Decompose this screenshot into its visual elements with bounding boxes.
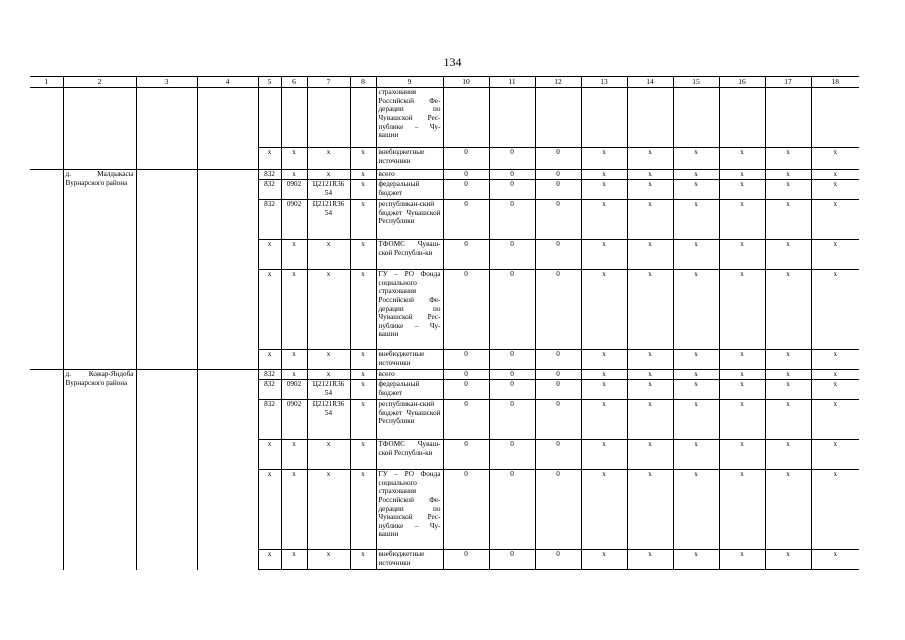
cell-col12: 0 [535, 148, 581, 170]
cell-col13: х [581, 350, 627, 370]
cell-col12: 0 [535, 440, 581, 470]
cell-col7: х [307, 370, 350, 380]
settlement-name: д. Малдыкасы Вурнарского района [63, 170, 136, 370]
cell-col11: 0 [489, 148, 535, 170]
cell-col9: всего [376, 370, 443, 380]
cell-col9: внебюджетные источники [376, 350, 443, 370]
cell-col6: х [281, 470, 307, 550]
cell-col17: х [765, 400, 811, 440]
cell-col17: х [765, 380, 811, 400]
column-header: 3 [136, 77, 197, 88]
cell-col18: х [811, 240, 859, 270]
cell-col2 [63, 88, 136, 170]
cell-col10: 0 [443, 180, 489, 200]
cell-col18 [811, 88, 859, 148]
cell-col14: х [627, 550, 673, 570]
cell-col13: х [581, 270, 627, 350]
cell-col10: 0 [443, 470, 489, 550]
cell-col17: х [765, 148, 811, 170]
cell-col4 [197, 370, 258, 570]
cell-col12: 0 [535, 400, 581, 440]
cell-col1 [30, 170, 63, 370]
cell-col14: х [627, 200, 673, 240]
cell-col9: республикан-ский бюджет Чувашской Республики [376, 400, 443, 440]
cell-col12: 0 [535, 350, 581, 370]
cell-col15: х [673, 380, 719, 400]
cell-col18: х [811, 180, 859, 200]
cell-col14: х [627, 270, 673, 350]
cell-col12: 0 [535, 180, 581, 200]
cell-col9: ГУ – РО Фонда социального страхования Российской Фе-дерации по Чувашской Рес-публике – Чу-вашии [376, 270, 443, 350]
cell-col16: х [719, 400, 765, 440]
column-header: 15 [673, 77, 719, 88]
cell-col15: х [673, 350, 719, 370]
cell-col9: ТФОМС Чуваш-ской Республи-ки [376, 440, 443, 470]
cell-col8: х [350, 180, 376, 200]
cell-col5: х [258, 440, 281, 470]
cell-col5: х [258, 270, 281, 350]
cell-col8: х [350, 240, 376, 270]
cell-col6: х [281, 370, 307, 380]
cell-col6 [281, 88, 307, 148]
cell-col8: х [350, 550, 376, 570]
cell-col5: х [258, 350, 281, 370]
cell-col3 [136, 370, 197, 570]
cell-col8 [350, 88, 376, 148]
cell-col1 [30, 88, 63, 170]
cell-col15: х [673, 148, 719, 170]
cell-col11: 0 [489, 350, 535, 370]
cell-col11: 0 [489, 550, 535, 570]
cell-col8: х [350, 170, 376, 180]
data-table [30, 76, 859, 570]
cell-col9: всего [376, 170, 443, 180]
cell-col15: х [673, 200, 719, 240]
column-header: 7 [307, 77, 350, 88]
cell-col14: х [627, 440, 673, 470]
cell-col12: 0 [535, 170, 581, 180]
cell-col15: х [673, 470, 719, 550]
cell-col5: 832 [258, 180, 281, 200]
cell-col14: х [627, 170, 673, 180]
cell-col18: х [811, 440, 859, 470]
cell-col12: 0 [535, 240, 581, 270]
cell-col11: 0 [489, 400, 535, 440]
cell-col14: х [627, 380, 673, 400]
cell-col18: х [811, 370, 859, 380]
column-header: 4 [197, 77, 258, 88]
cell-col13: х [581, 170, 627, 180]
cell-col18: х [811, 148, 859, 170]
cell-col17 [765, 88, 811, 148]
cell-col15: х [673, 400, 719, 440]
cell-col6: 0902 [281, 380, 307, 400]
cell-col18: х [811, 200, 859, 240]
cell-col11: 0 [489, 180, 535, 200]
cell-col12: 0 [535, 270, 581, 350]
cell-col4 [197, 170, 258, 370]
cell-col9: ГУ – РО Фонда социального страхования Российской Фе-дерации по Чувашской Рес-публике – Чу-вашии [376, 470, 443, 550]
table-row [30, 88, 859, 148]
cell-col10: 0 [443, 200, 489, 240]
cell-col5: х [258, 550, 281, 570]
cell-col6: 0902 [281, 400, 307, 440]
cell-col7: х [307, 440, 350, 470]
cell-col5: 832 [258, 170, 281, 180]
table-row [30, 170, 859, 180]
cell-col17: х [765, 180, 811, 200]
cell-col18: х [811, 170, 859, 180]
cell-col16: х [719, 240, 765, 270]
column-header: 16 [719, 77, 765, 88]
cell-col6: х [281, 240, 307, 270]
cell-col17: х [765, 550, 811, 570]
cell-col10: 0 [443, 170, 489, 180]
column-header: 10 [443, 77, 489, 88]
cell-col13: х [581, 148, 627, 170]
cell-col16 [719, 88, 765, 148]
cell-col1 [30, 370, 63, 570]
cell-col17: х [765, 370, 811, 380]
cell-col5: 832 [258, 370, 281, 380]
cell-col6: х [281, 440, 307, 470]
column-header: 18 [811, 77, 859, 88]
cell-col11: 0 [489, 380, 535, 400]
cell-col5 [258, 88, 281, 148]
cell-col10: 0 [443, 270, 489, 350]
cell-col7: х [307, 148, 350, 170]
cell-col14: х [627, 350, 673, 370]
cell-col7: х [307, 170, 350, 180]
cell-col8: х [350, 350, 376, 370]
cell-col9: федеральный бюджет [376, 380, 443, 400]
cell-col17: х [765, 270, 811, 350]
cell-col10: 0 [443, 240, 489, 270]
cell-col13: х [581, 440, 627, 470]
cell-col16: х [719, 440, 765, 470]
cell-col14: х [627, 400, 673, 440]
cell-col14: х [627, 180, 673, 200]
cell-col9: внебюджетные источники [376, 550, 443, 570]
cell-col17: х [765, 200, 811, 240]
cell-col7: х [307, 240, 350, 270]
cell-col11: 0 [489, 200, 535, 240]
cell-col10 [443, 88, 489, 148]
cell-col7: х [307, 270, 350, 350]
cell-col5: х [258, 148, 281, 170]
cell-col18: х [811, 400, 859, 440]
cell-col8: х [350, 440, 376, 470]
column-header: 6 [281, 77, 307, 88]
cell-col7: Ц2121R36 54 [307, 180, 350, 200]
column-header: 17 [765, 77, 811, 88]
cell-col8: х [350, 380, 376, 400]
cell-col10: 0 [443, 550, 489, 570]
cell-col7: х [307, 550, 350, 570]
column-header: 1 [30, 77, 63, 88]
cell-col13: х [581, 180, 627, 200]
cell-col13: х [581, 400, 627, 440]
cell-col13: х [581, 380, 627, 400]
column-header: 8 [350, 77, 376, 88]
cell-col12 [535, 88, 581, 148]
cell-col16: х [719, 270, 765, 350]
cell-col13: х [581, 470, 627, 550]
cell-col16: х [719, 380, 765, 400]
cell-col16: х [719, 180, 765, 200]
cell-col12: 0 [535, 470, 581, 550]
cell-col9: федеральный бюджет [376, 180, 443, 200]
cell-col7: Ц2121R36 54 [307, 200, 350, 240]
cell-col10: 0 [443, 440, 489, 470]
cell-col18: х [811, 380, 859, 400]
cell-col11 [489, 88, 535, 148]
cell-col10: 0 [443, 350, 489, 370]
cell-col4 [197, 88, 258, 170]
cell-col17: х [765, 240, 811, 270]
cell-col8: х [350, 400, 376, 440]
header-row [30, 77, 859, 88]
cell-col5: 832 [258, 380, 281, 400]
cell-col15: х [673, 440, 719, 470]
cell-col16: х [719, 370, 765, 380]
column-header: 9 [376, 77, 443, 88]
cell-col17: х [765, 170, 811, 180]
cell-col6: х [281, 170, 307, 180]
cell-col9: внебюджетные источники [376, 148, 443, 170]
cell-col5: х [258, 240, 281, 270]
cell-col17: х [765, 470, 811, 550]
cell-col11: 0 [489, 470, 535, 550]
cell-col15: х [673, 180, 719, 200]
cell-col6: 0902 [281, 200, 307, 240]
column-header: 14 [627, 77, 673, 88]
cell-col13: х [581, 200, 627, 240]
cell-col5: 832 [258, 200, 281, 240]
cell-col8: х [350, 200, 376, 240]
cell-col18: х [811, 350, 859, 370]
cell-col15 [673, 88, 719, 148]
cell-col3 [136, 88, 197, 170]
cell-col11: 0 [489, 170, 535, 180]
cell-col18: х [811, 550, 859, 570]
cell-col15: х [673, 270, 719, 350]
cell-col14: х [627, 240, 673, 270]
cell-col11: 0 [489, 370, 535, 380]
settlement-name: д. Кожар-Яндоба Вурнарского района [63, 370, 136, 570]
cell-col3 [136, 170, 197, 370]
cell-col17: х [765, 440, 811, 470]
cell-col11: 0 [489, 240, 535, 270]
cell-col6: х [281, 270, 307, 350]
cell-col10: 0 [443, 400, 489, 440]
cell-col7: х [307, 350, 350, 370]
cell-col18: х [811, 470, 859, 550]
cell-col9: страхования Российской Фе-дерации по Чувашской Рес-публике – Чу-вашии [376, 88, 443, 148]
cell-col14 [627, 88, 673, 148]
cell-col14: х [627, 148, 673, 170]
cell-col16: х [719, 550, 765, 570]
cell-col16: х [719, 350, 765, 370]
cell-col18: х [811, 270, 859, 350]
column-header: 12 [535, 77, 581, 88]
cell-col15: х [673, 240, 719, 270]
cell-col7: Ц2121R36 54 [307, 380, 350, 400]
cell-col10: 0 [443, 380, 489, 400]
page-number: 134 [443, 55, 462, 69]
cell-col13: х [581, 550, 627, 570]
cell-col17: х [765, 350, 811, 370]
cell-col5: х [258, 470, 281, 550]
cell-col6: х [281, 550, 307, 570]
cell-col13: х [581, 240, 627, 270]
cell-col16: х [719, 170, 765, 180]
cell-col14: х [627, 470, 673, 550]
cell-col11: 0 [489, 440, 535, 470]
cell-col6: х [281, 350, 307, 370]
cell-col13: х [581, 370, 627, 380]
cell-col8: х [350, 148, 376, 170]
column-header: 11 [489, 77, 535, 88]
cell-col7: х [307, 470, 350, 550]
cell-col12: 0 [535, 380, 581, 400]
cell-col10: 0 [443, 370, 489, 380]
cell-col16: х [719, 200, 765, 240]
cell-col12: 0 [535, 370, 581, 380]
table-row [30, 370, 859, 380]
cell-col15: х [673, 550, 719, 570]
cell-col8: х [350, 370, 376, 380]
cell-col12: 0 [535, 550, 581, 570]
cell-col14: х [627, 370, 673, 380]
cell-col7: Ц2121R36 54 [307, 400, 350, 440]
cell-col15: х [673, 370, 719, 380]
cell-col8: х [350, 270, 376, 350]
column-header: 13 [581, 77, 627, 88]
cell-col8: х [350, 470, 376, 550]
cell-col13 [581, 88, 627, 148]
cell-col6: 0902 [281, 180, 307, 200]
cell-col9: республикан-ский бюджет Чувашской Республики [376, 200, 443, 240]
column-header: 5 [258, 77, 281, 88]
cell-col10: 0 [443, 148, 489, 170]
cell-col16: х [719, 148, 765, 170]
cell-col9: ТФОМС Чуваш-ской Республи-ки [376, 240, 443, 270]
cell-col11: 0 [489, 270, 535, 350]
column-header: 2 [63, 77, 136, 88]
cell-col6: х [281, 148, 307, 170]
cell-col16: х [719, 470, 765, 550]
cell-col15: х [673, 170, 719, 180]
cell-col7 [307, 88, 350, 148]
cell-col5: 832 [258, 400, 281, 440]
cell-col12: 0 [535, 200, 581, 240]
